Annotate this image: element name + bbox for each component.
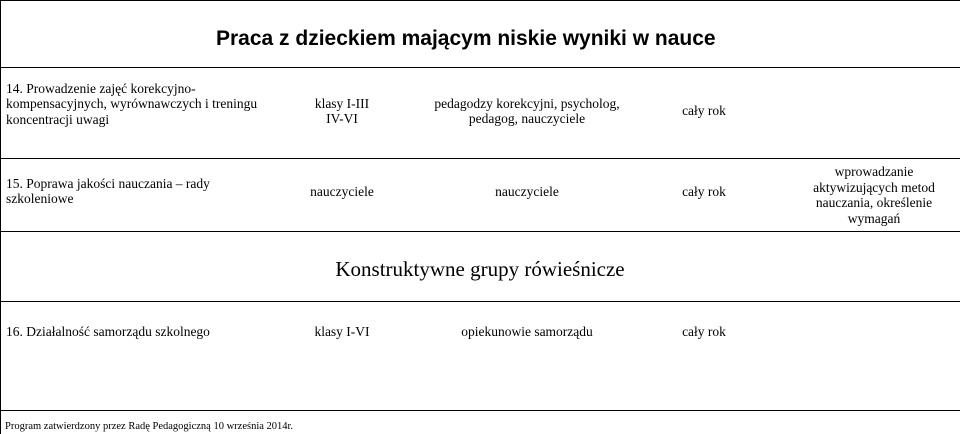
row-16-responsible: opiekunowie samorządu — [461, 324, 593, 340]
header-divider — [0, 67, 960, 68]
table-border-top — [0, 0, 960, 1]
table-border-left — [0, 0, 1, 410]
row-14-task: 14. Prowadzenie zajęć korekcyjno-kompensacyjnych, wyrównawczych i treningu koncentracji uwagi — [6, 80, 258, 127]
row-14-target — [289, 94, 395, 128]
row-divider — [0, 158, 960, 159]
row-16-term: cały rok — [682, 324, 726, 340]
row-14-term: cały rok — [682, 103, 726, 119]
section-divider-bottom — [0, 301, 960, 302]
row-14-responsible: pedagodzy korekcyjni, psycholog, pedagog, nauczyciele — [434, 95, 620, 126]
row-16-target: klasy I-VI — [314, 324, 370, 340]
section-title: Konstruktywne grupy rówieśnicze — [335, 257, 625, 281]
row-15-responsible: nauczyciele — [495, 184, 559, 200]
row-14-target-line-1: klasy I-III — [314, 95, 370, 111]
footer-border-left — [0, 410, 1, 434]
row-14-target-line-2: IV-VI — [326, 111, 358, 126]
row-15-target: nauczyciele — [310, 184, 374, 200]
row-15-notes: wprowadzanie aktywizujących metod nauczania, określenie wymagań — [813, 164, 935, 226]
row-15-task: 15. Poprawa jakości nauczania – rady szkoleniowe — [6, 175, 210, 206]
page-title: Praca z dzieckiem mającym niskie wyniki w nauce — [216, 27, 716, 50]
section-divider-top — [0, 231, 960, 232]
table-border-bottom — [0, 410, 960, 411]
approval-note: Program zatwierdzony przez Radę Pedagogiczną 10 września 2014r. — [5, 421, 294, 432]
row-16-task: 16. Działalność samorządu szkolnego — [6, 324, 210, 340]
row-15-term: cały rok — [682, 184, 726, 200]
